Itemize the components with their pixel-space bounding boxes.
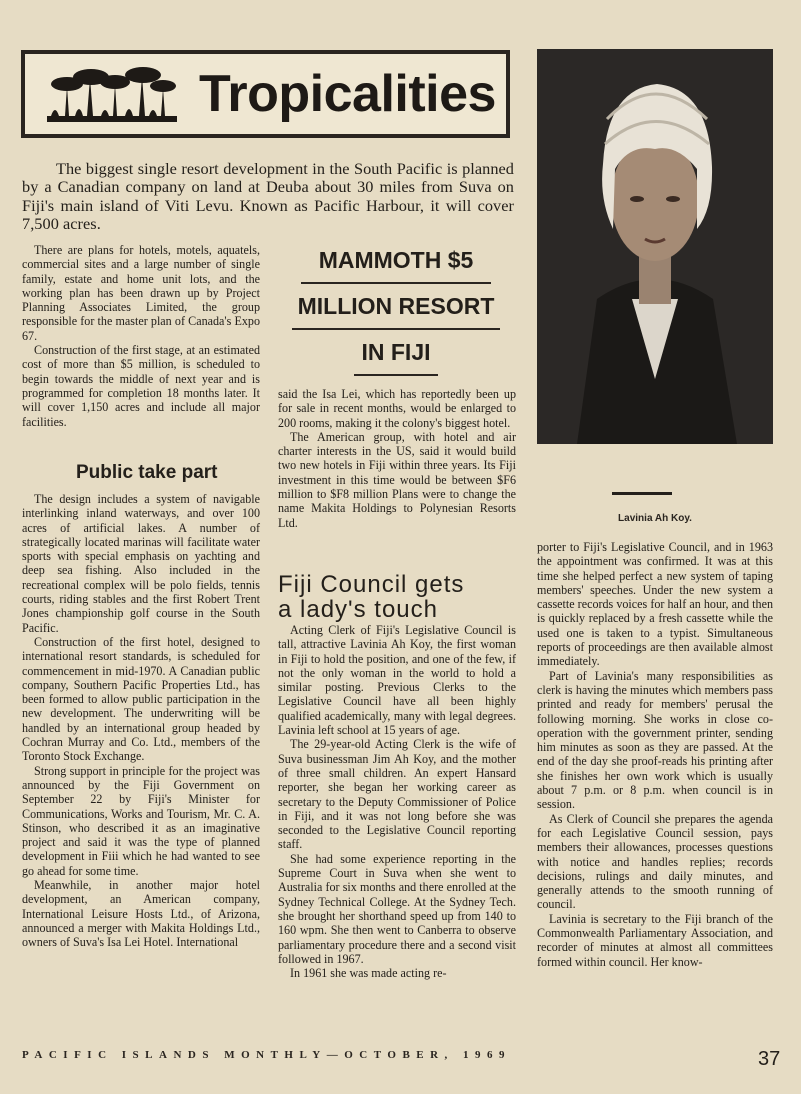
article-2-column-2 [278, 623, 516, 980]
article-column-2 [278, 387, 516, 530]
publication-footer: PACIFIC ISLANDS MONTHLY—OCTOBER, 1969 [22, 1049, 512, 1061]
paragraph: Construction of the first hotel, designed to international resort standards, is scheduled for commencement in mid-1970. A Canadian public company, Southern Pacific Properties Ltd., has been formed to allow public participation in the new development. The underwriting will be handled by an international group headed by Cochran Murray and Co. Ltd., members of the Toronto Stock Exchange. [22, 634, 260, 764]
article-headline [290, 238, 502, 376]
article-2-headline [278, 572, 464, 622]
lead-paragraph: The biggest single resort development in the South Pacific is planned by a Canadian company on land at Deuba about 30 miles from Suva on Fiji's main island of Viti Levu. Known as Pacific Harbour, it will cover 7,500 acres. [22, 159, 514, 233]
palm-trees-logo [47, 64, 177, 128]
paragraph: Construction of the first stage, at an estimated cost of more than $5 million, is scheduled to begin towards the middle of next year and is programmed for completion 18 months later. It will cover 1,150 acres and include all major facilities. [22, 343, 260, 429]
headline-line: Fiji Council gets [278, 571, 465, 598]
paragraph: Meanwhile, in another major hotel development, an American company, International Leisure Hosts Ltd., of Arizona, announced a merger with Makita Holdings Ltd., owners of Suva's Isa Lei Hotel. International [22, 878, 260, 950]
paragraph: In 1961 she was made acting re- [290, 966, 447, 981]
article-column-1-continued [22, 492, 260, 950]
article-column-1 [22, 243, 260, 429]
page-number: 37 [758, 1048, 781, 1070]
headline-line: a lady's touch [278, 596, 439, 623]
portrait-photo [537, 49, 773, 496]
divider [354, 374, 438, 376]
paragraph: Strong support in principle for the project was announced by the Fiji Government on September 22 by Fiji's Minister for Communications, Works and Tourism, Mr. C. A. Stinson, who described it as an imaginative project and said it was the type of planned development in Fiii which he had wanted to see go ahead for some time. [22, 763, 260, 878]
portrait-image [537, 49, 773, 496]
photo-caption: Lavinia Ah Koy. [618, 513, 692, 524]
paragraph: said the Isa Lei, which has reportedly been up for sale in recent months, would be enlarged to 200 rooms, making it the colony's biggest hotel. [278, 387, 516, 430]
paragraph: As Clerk of Council she prepares the agenda for each Legislative Council session, pays members their allowances, processes questions with notice and handles replies; records decisions, rulings and daily minutes, and generally attends to the smooth running of council. [537, 811, 773, 912]
paragraph: The American group, with hotel and air charter interests in the US, said it would build two new hotels in Fiji within three years. Its Fiji investment in this time would be between $F6 million to $F8 million Plans were to change the name Makita Holdings to Polynesian Resorts Ltd. [278, 429, 516, 530]
paragraph: Part of Lavinia's many responsibilities as clerk is having the minutes which members pass printed and ready for members' perusal the following morning. She works in close co-operation with the government printer, sending him minutes as soon as they are passed. At the end of the day she proof-reads his printing after she finishes her own work which is usually about 7 p.m. or 8 p.m. when council is in session. [537, 668, 773, 812]
subheading: Public take part [76, 462, 218, 483]
headline-line: MILLION RESORT [297, 293, 495, 319]
paragraph: There are plans for hotels, motels, aquatels, commercial sites and a large number of single family, estate and home unit lots, and the working plan has been drawn up by Project Planning Associates Limited, the group responsible for the master plan of Canada's Expo 67. [22, 243, 260, 343]
headline-line: IN FIJI [361, 339, 431, 365]
paragraph: She had some experience reporting in the Supreme Court in Suva when she went to Australia for six months and there enrolled at the Sydney Technical College. At the Sydney Tech. she brought her shorthand speed up from 140 to 160 wpm. She then went to Canberra to observe parliamentary procedure there and a second visit followed in 1967. [278, 851, 516, 966]
paragraph: Lavinia is secretary to the Fiji branch of the Commonwealth Parliamentary Association, and recorder of minutes at almost all committees formed within council. Her know- [537, 911, 773, 969]
article-2-column-3 [537, 540, 773, 969]
paragraph: porter to Fiji's Legislative Council, and in 1963 the appointment was confirmed. It was at this time she helped perfect a new system of taping members' speeches. Under the new system a cassette records voices for half an hour, and then is quickly replaced by a fresh cassette while the used one is taken to a typist. Simultaneous reports of proceedings are then available almost immediately. [537, 540, 773, 669]
paragraph: Acting Clerk of Fiji's Legislative Council is tall, attractive Lavinia Ah Koy, the first woman in Fiji to hold the position, and one of the few, if not the only woman in the world to hold a similar posting. Previous Clerks to the Legislative Council have all been highly qualified academically, many with legal degrees. Lavinia left school at 15 years of age. [278, 623, 516, 738]
masthead-banner [21, 50, 510, 138]
headline-line: MAMMOTH $5 [318, 247, 474, 273]
paragraph: The design includes a system of navigable interlinking inland waterways, and over 100 acres of artificial lakes. A number of strategically located marinas will facilitate water sports with special emphasis on yachting and deep sea fishing. Also included in the recreational complex will be polo fields, tennis courts, riding stables and the first Robert Trent Jones championship golf course in the South Pacific. [22, 492, 260, 635]
paragraph: The 29-year-old Acting Clerk is the wife of Suva businessman Jim Ah Koy, and the mother of three small children. An expert Hansard reporter, she began her working career as secretary to the Deputy Commissioner of Police in Fiji, and it was not long before she was seconded to the Legislative Council reporting staff. [278, 737, 516, 852]
masthead-title: Tropicalities [199, 65, 496, 123]
